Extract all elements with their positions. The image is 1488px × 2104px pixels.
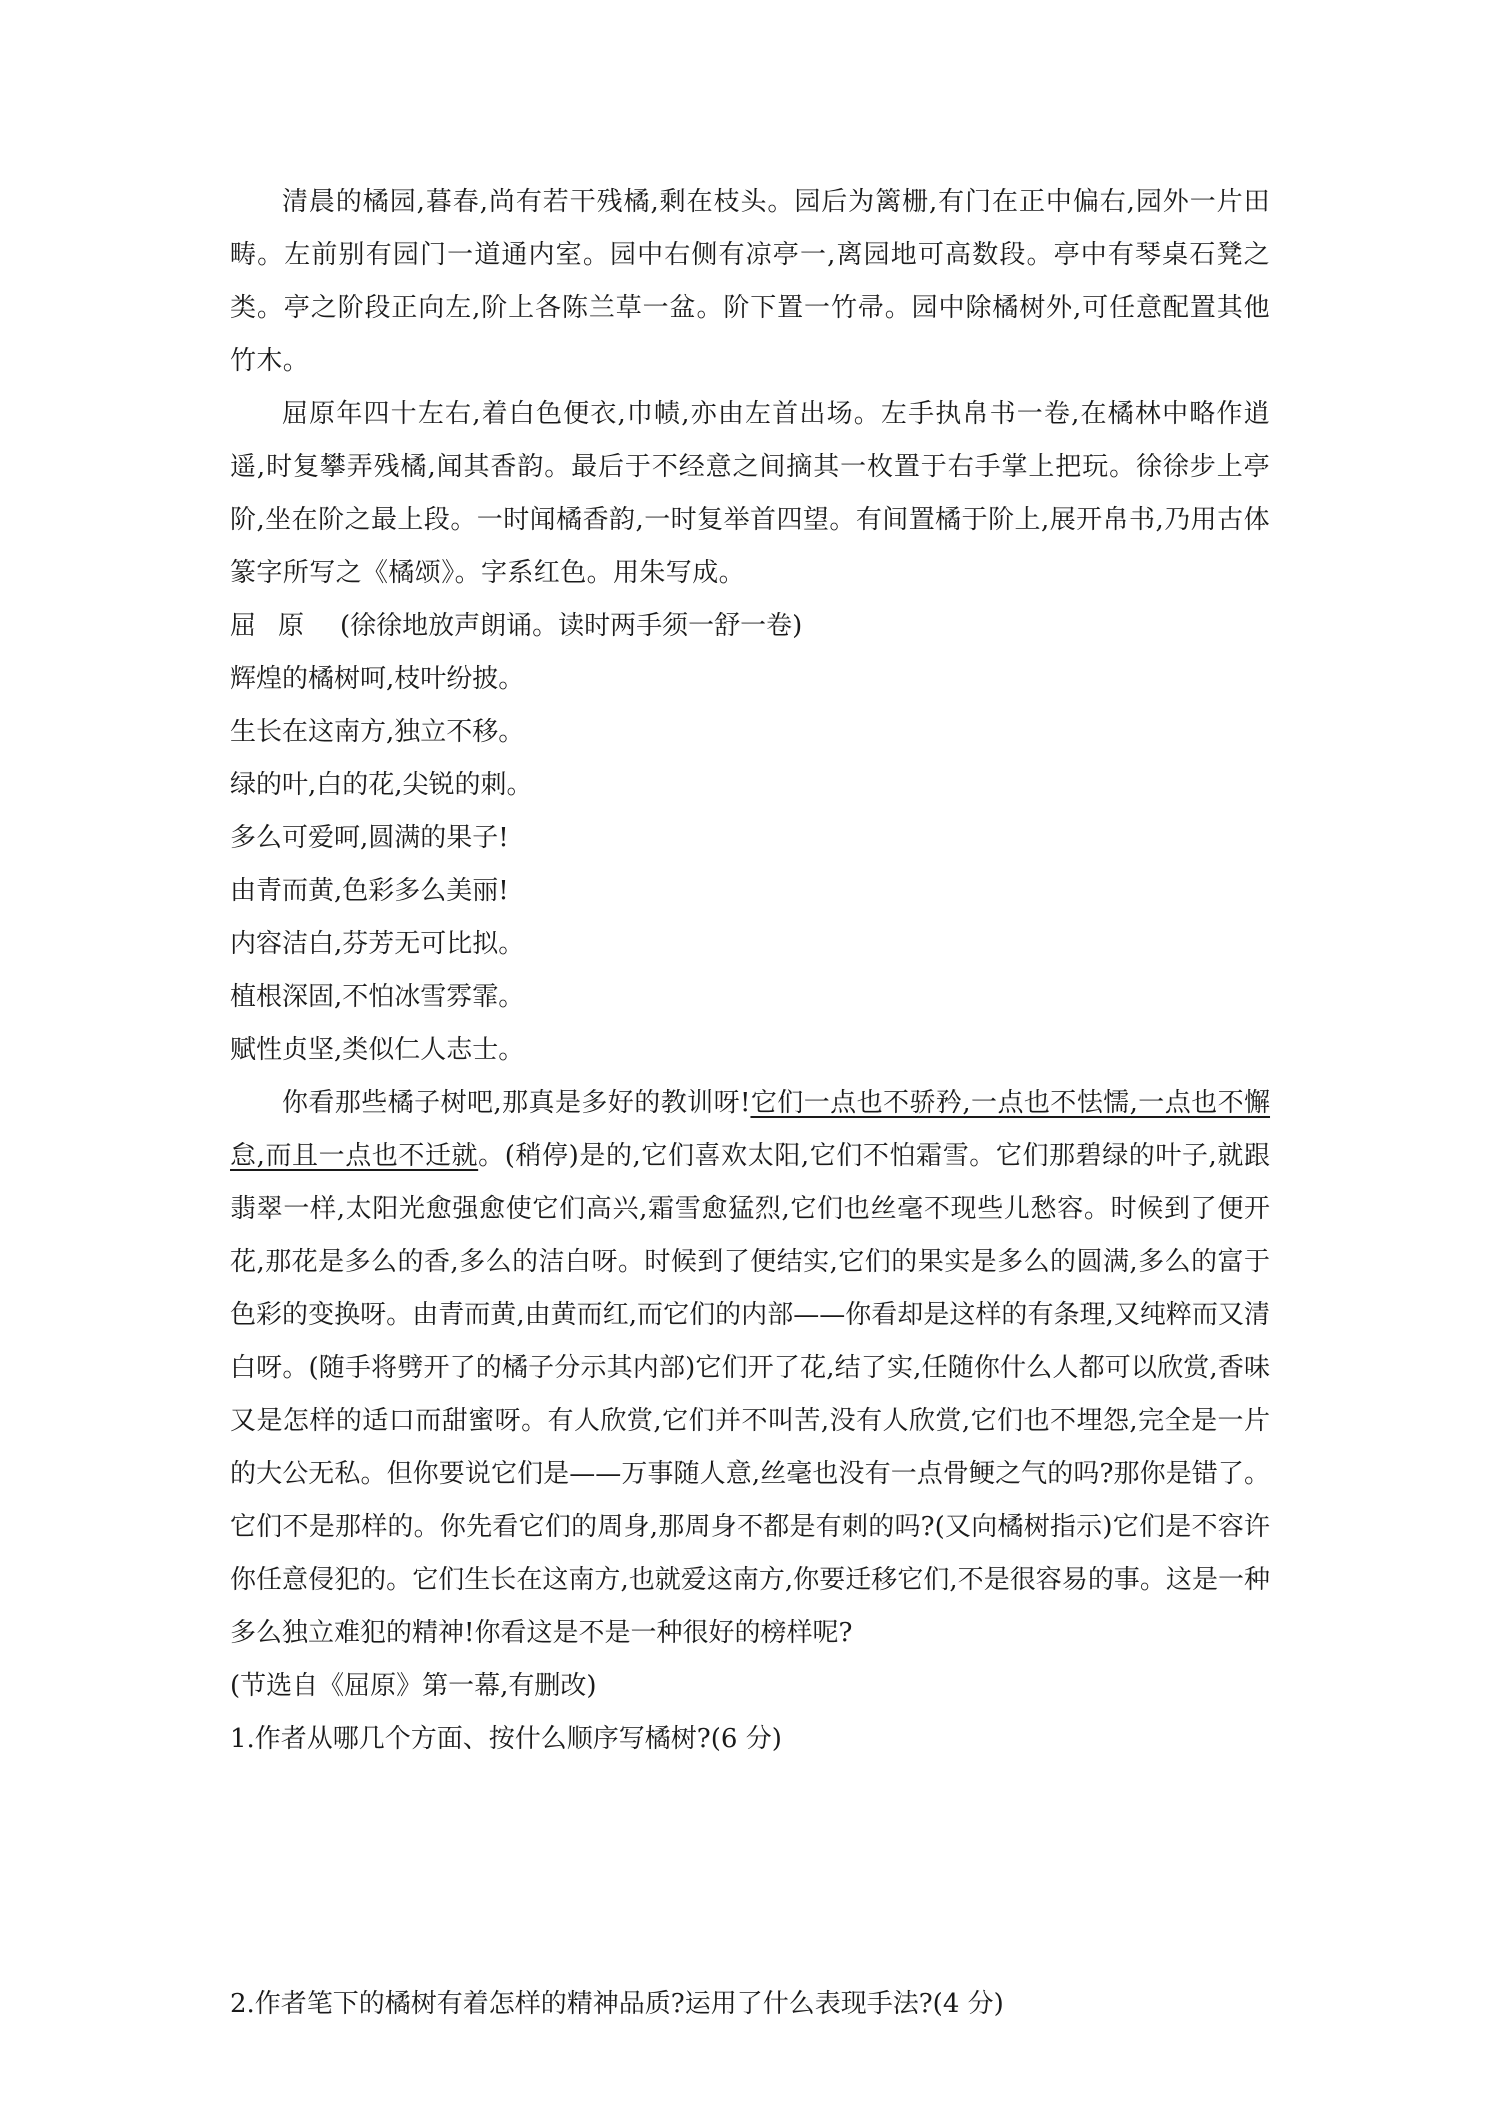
- character-entrance-paragraph: 屈原年四十左右,着白色便衣,巾帻,亦由左首出场。左手执帛书一卷,在橘林中略作逍遥,时复攀弄残橘,闻其香韵。最后于不经意之间摘其一枚置于右手掌上把玩。徐徐步上亭阶,坐在阶之最上段。一时闻橘香韵,一时复举首四望。有间置橘于阶上,展开帛书,乃用古体篆字所写之《橘颂》。字系红色。用朱写成。: [230, 399, 1270, 588]
- speech-intro: 你看那些橘子树吧,那真是多好的教训呀!: [282, 1088, 751, 1118]
- poem-line: 植根深固,不怕冰雪雰霏。: [230, 982, 525, 1012]
- poem-line: 内容洁白,芬芳无可比拟。: [230, 929, 525, 959]
- poem-line: 由青而黄,色彩多么美丽!: [230, 876, 509, 906]
- question-2: 2.作者笔下的橘树有着怎样的精神品质?运用了什么表现手法?(4 分): [230, 1989, 1004, 2019]
- poem-line: 赋性贞坚,类似仁人志士。: [230, 1035, 525, 1065]
- answer-space-1: [230, 1766, 1270, 1978]
- speech-paragraph: [230, 1077, 1270, 1660]
- stage-direction: (徐徐地放声朗诵。读时两手须一舒一卷): [340, 611, 803, 641]
- speech-body: 。(稍停)是的,它们喜欢太阳,它们不怕霜雪。它们那碧绿的叶子,就跟翡翠一样,太阳光愈强愈使它们高兴,霜雪愈猛烈,它们也丝毫不现些儿愁容。时候到了便开花,那花是多么的香,多么的洁白呀。时候到了便结实,它们的果实是多么的圆满,多么的富于色彩的变换呀。由青而黄,由黄而红,而它们的内部——你看却是这样的有条理,又纯粹而又清白呀。(随手将劈开了的橘子分示其内部)它们开了花,结了实,任随你什么人都可以欣赏,香味又是怎样的适口而甜蜜呀。有人欣赏,它们并不叫苦,没有人欣赏,它们也不埋怨,完全是一片的大公无私。但你要说它们是——万事随人意,丝毫也没有一点骨鲠之气的吗?那你是错了。它们不是那样的。你先看它们的周身,那周身不都是有刺的吗?(又向橘树指示)它们是不容许你任意侵犯的。它们生长在这南方,也就爱这南方,你要迁移它们,不是很容易的事。这是一种多么独立难犯的精神!你看这是不是一种很好的榜样呢?: [230, 1141, 1270, 1648]
- poem-line: 生长在这南方,独立不移。: [230, 717, 525, 747]
- poem: [230, 653, 1270, 1077]
- poem-line: 辉煌的橘树呵,枝叶纷披。: [230, 664, 525, 694]
- poem-line: 绿的叶,白的花,尖锐的刺。: [230, 770, 533, 800]
- underlined-sentence: 它们一点也不骄矜,一点也不怯懦,一点也不懈怠,而且一点也不迁就: [230, 1088, 1271, 1171]
- question-1: 1.作者从哪几个方面、按什么顺序写橘树?(6 分): [230, 1724, 782, 1754]
- source-citation: (节选自《屈原》第一幕,有删改): [230, 1671, 597, 1701]
- document-page: [230, 176, 1270, 2031]
- poem-line: 多么可爱呵,圆满的果子!: [230, 823, 509, 853]
- speaker-line: [230, 600, 1270, 653]
- speaker-name: 屈原: [230, 611, 327, 641]
- stage-setting-paragraph: 清晨的橘园,暮春,尚有若干残橘,剩在枝头。园后为篱栅,有门在正中偏右,园外一片田畴。左前别有园门一道通内室。园中右侧有凉亭一,离园地可高数段。亭中有琴桌石凳之类。亭之阶段正向左,阶上各陈兰草一盆。阶下置一竹帚。园中除橘树外,可任意配置其他竹木。: [230, 187, 1270, 376]
